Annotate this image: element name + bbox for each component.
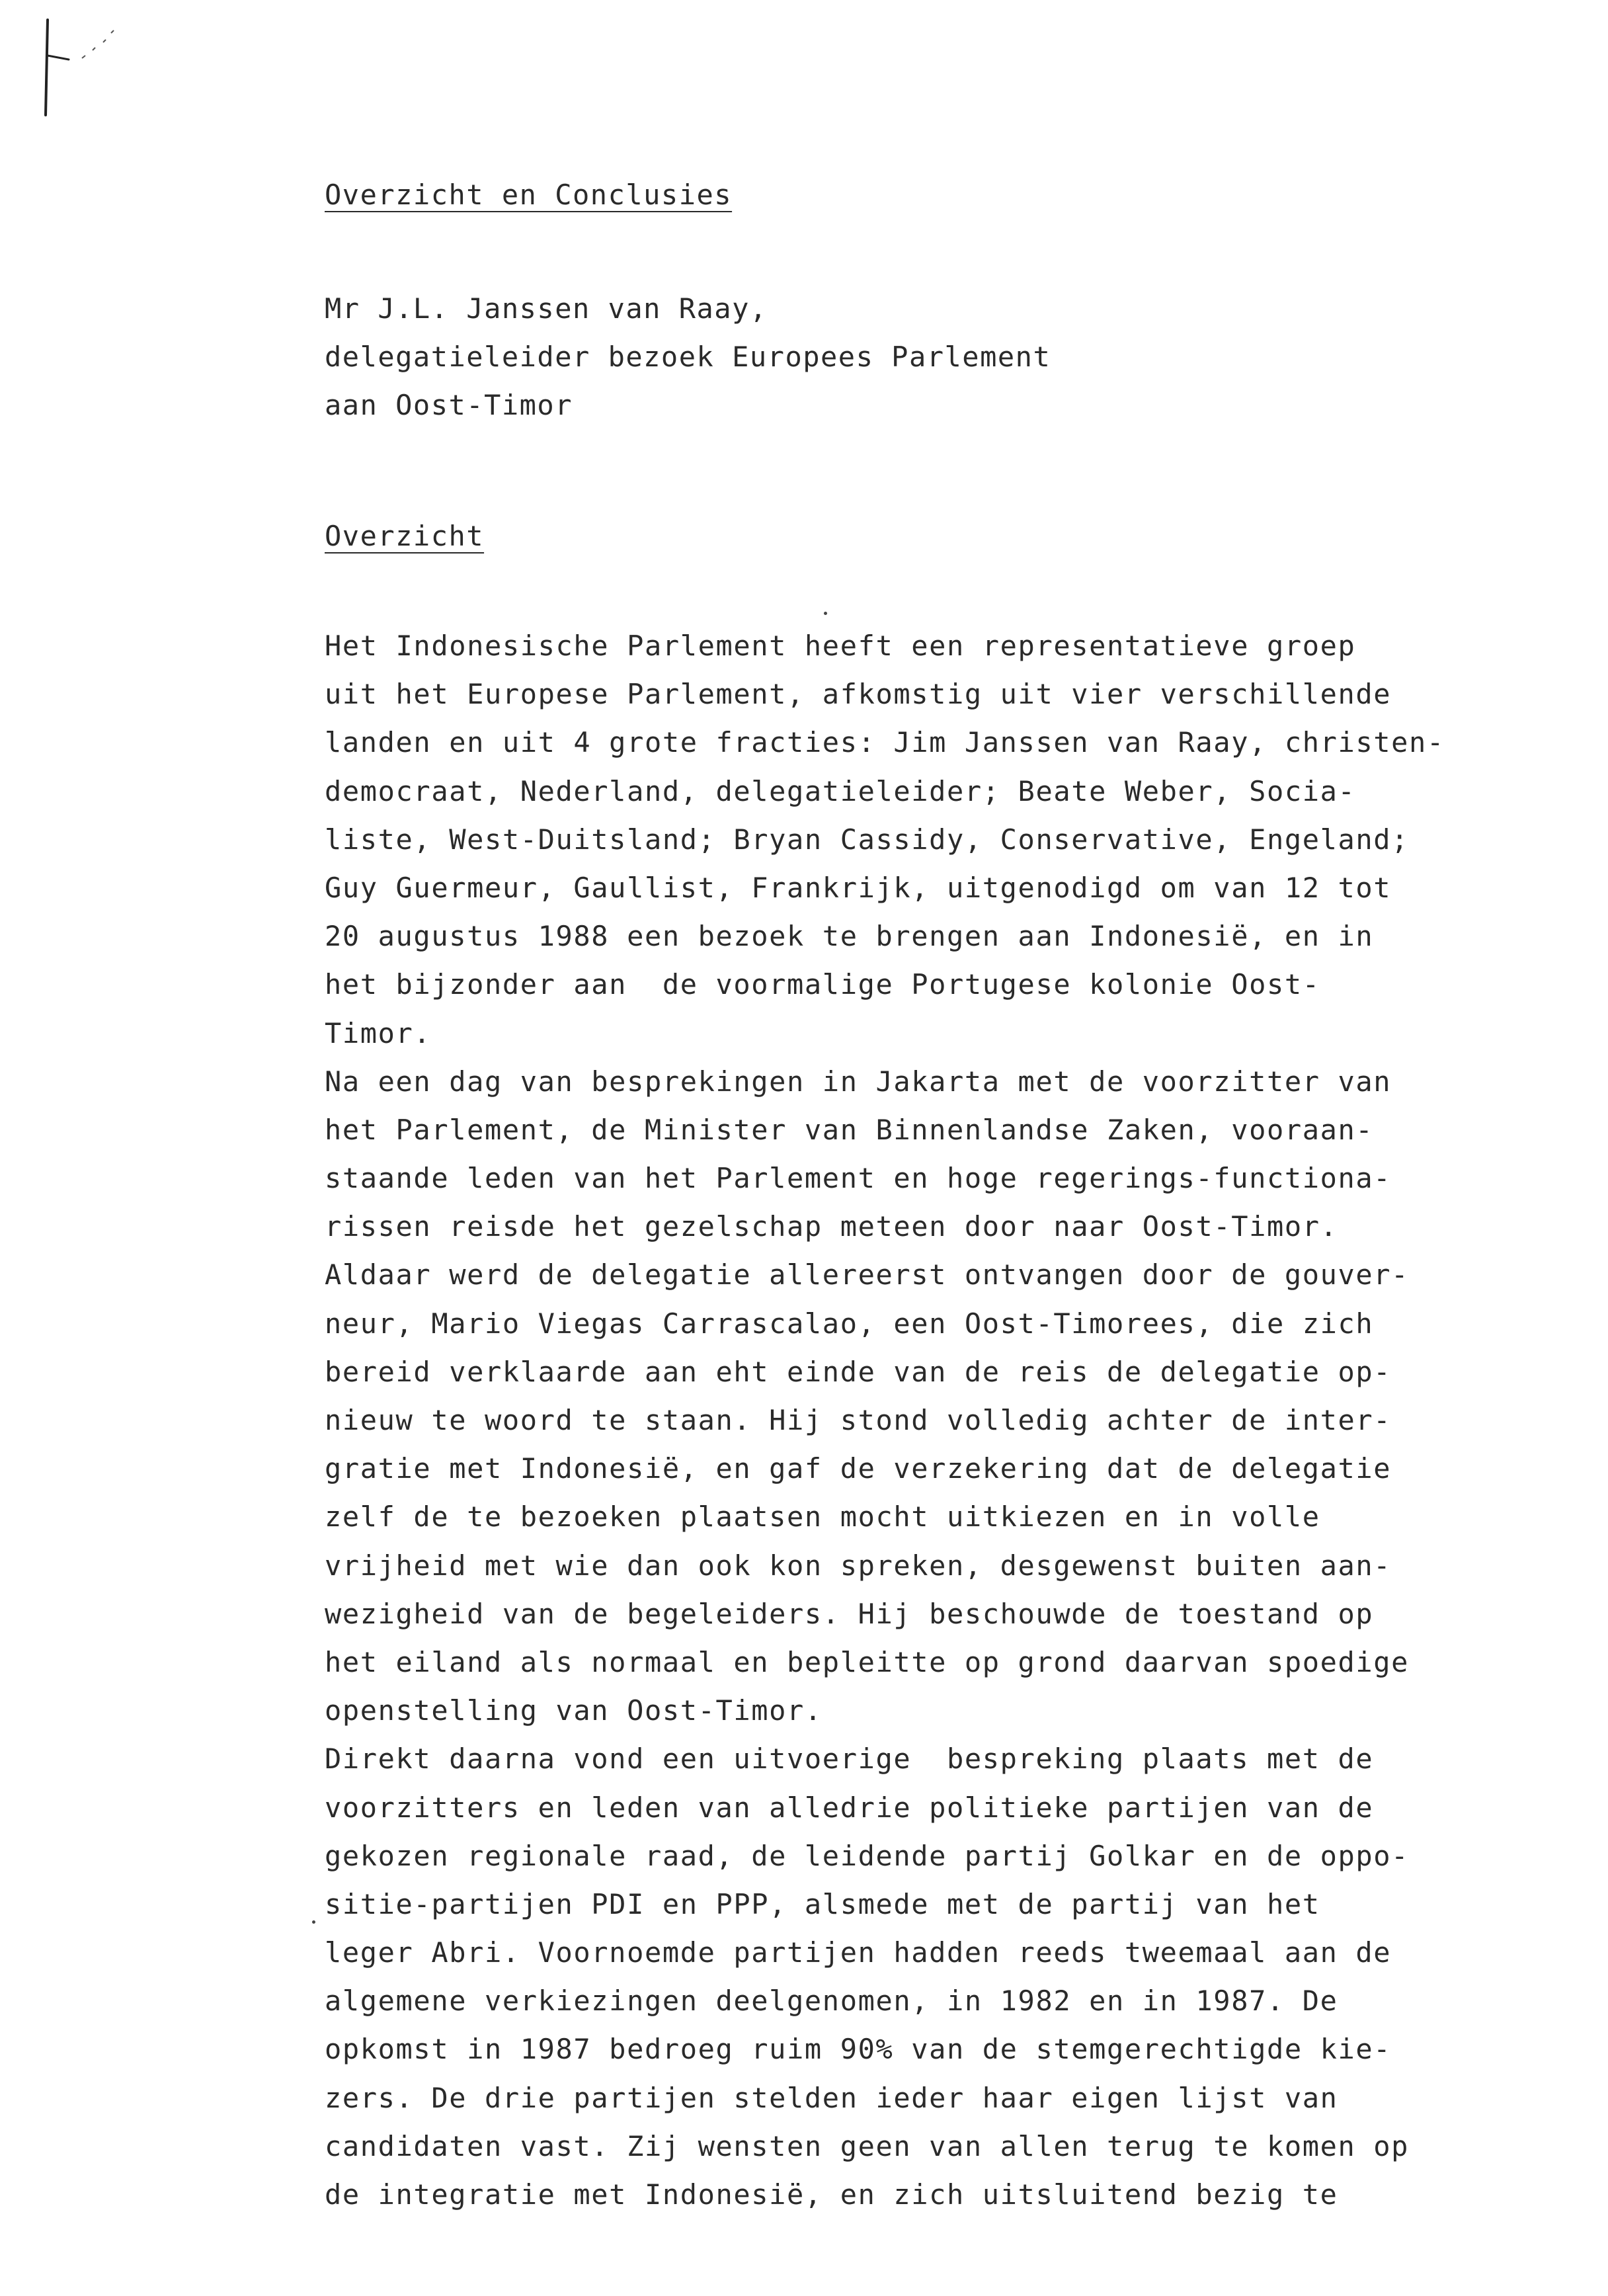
document-title: Overzicht en Conclusies bbox=[325, 179, 733, 211]
body-line: opkomst in 1987 bedroeg ruim 90% van de stemgerechtigde kie- bbox=[325, 2033, 1392, 2066]
body-line: landen en uit 4 grote fracties: Jim Janssen van Raay, christen- bbox=[325, 726, 1445, 759]
body-line: sitie-partijen PDI en PPP, alsmede met de partij van het bbox=[325, 1887, 1320, 1920]
author-block bbox=[325, 284, 1051, 429]
body-line: het Parlement, de Minister van Binnenlandse Zaken, vooraan- bbox=[325, 1113, 1374, 1146]
body-line: Het Indonesische Parlement heeft een representatieve groep bbox=[325, 630, 1356, 662]
body-line: het bijzonder aan de voormalige Portugese kolonie Oost- bbox=[325, 968, 1320, 1001]
body-line: 20 augustus 1988 een bezoek te brengen aan Indonesië, en in bbox=[325, 920, 1374, 953]
body-line: Aldaar werd de delegatie allereerst ontvangen door de gouver- bbox=[325, 1258, 1410, 1292]
body-line: Guy Guermeur, Gaullist, Frankrijk, uitgenodigd om van 12 tot bbox=[325, 871, 1392, 904]
section-heading: Overzicht bbox=[325, 520, 485, 552]
body-line: voorzitters en leden van alledrie politieke partijen van de bbox=[325, 1791, 1374, 1824]
body-line: Direkt daarna vond een uitvoerige bespreking plaats met de bbox=[325, 1742, 1374, 1776]
body-line: staande leden van het Parlement en hoge regerings-functiona- bbox=[325, 1162, 1392, 1195]
body-line: uit het Europese Parlement, afkomstig uit vier verschillende bbox=[325, 678, 1392, 711]
body-line: gekozen regionale raad, de leidende partij Golkar en de oppo- bbox=[325, 1839, 1410, 1872]
body-line: Timor. bbox=[325, 1016, 432, 1049]
body-line: bereid verklaarde aan eht einde van de reis de delegatie op- bbox=[325, 1355, 1392, 1388]
scan-speck bbox=[312, 1920, 315, 1924]
scan-speck bbox=[824, 612, 827, 615]
body-line: gratie met Indonesië, en gaf de verzekering dat de delegatie bbox=[325, 1452, 1392, 1485]
author-line: Mr J.L. Janssen van Raay, bbox=[325, 292, 768, 325]
body-line: algemene verkiezingen deelgenomen, in 1982 en in 1987. De bbox=[325, 1985, 1338, 2018]
author-line: aan Oost-Timor bbox=[325, 389, 573, 421]
body-line: rissen reisde het gezelschap meteen door naar Oost-Timor. bbox=[325, 1210, 1338, 1243]
body-line: wezigheid van de begeleiders. Hij beschouwde de toestand op bbox=[325, 1597, 1374, 1630]
body-line: leger Abri. Voornoemde partijen hadden reeds tweemaal aan de bbox=[325, 1936, 1392, 1969]
body-line: liste, West-Duitsland; Bryan Cassidy, Conservative, Engeland; bbox=[325, 823, 1410, 856]
author-line: delegatieleider bezoek Europees Parlement bbox=[325, 341, 1051, 373]
body-line: democraat, Nederland, delegatieleider; Beate Weber, Socia- bbox=[325, 774, 1356, 807]
body-line: nieuw te woord te staan. Hij stond volledig achter de inter- bbox=[325, 1404, 1392, 1436]
body-line: neur, Mario Viegas Carrascalao, een Oost-Timorees, die zich bbox=[325, 1307, 1374, 1340]
body-line: de integratie met Indonesië, en zich uitsluitend bezig te bbox=[325, 2178, 1338, 2211]
body-line: vrijheid met wie dan ook kon spreken, desgewenst buiten aan- bbox=[325, 1549, 1392, 1582]
body-line: candidaten vast. Zij wensten geen van allen terug te komen op bbox=[325, 2129, 1410, 2162]
body-line: openstelling van Oost-Timor. bbox=[325, 1694, 823, 1727]
body-line: zelf de te bezoeken plaatsen mocht uitkiezen en in volle bbox=[325, 1500, 1320, 1534]
body-line: zers. De drie partijen stelden ieder haar eigen lijst van bbox=[325, 2081, 1338, 2114]
body-line: het eiland als normaal en bepleitte op grond daarvan spoedige bbox=[325, 1645, 1410, 1678]
body-line: Na een dag van besprekingen in Jakarta met de voorzitter van bbox=[325, 1065, 1392, 1098]
body-text bbox=[325, 622, 1581, 2219]
handwritten-corner-mark bbox=[29, 16, 122, 122]
